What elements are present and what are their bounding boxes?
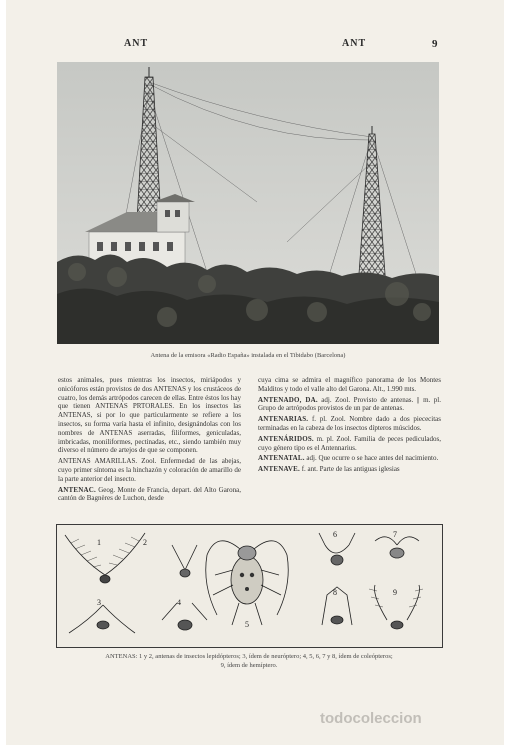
figure-number-1: 1 (97, 538, 101, 547)
entry-headword: ANTENATAL. (258, 454, 305, 463)
entry-text: adj. Que ocurre o se hace antes del nacimiento. (304, 454, 439, 463)
left-column (58, 376, 241, 505)
entry-text: m. pl. Zool. Familia de peces pediculados, cuyo género tipo es el Antennarius. (258, 434, 441, 452)
entry-text: f. pl. Zool. Nombre dado a dos piececitas terminadas en la cabeza de los insectos dípteros múscidos. (258, 415, 441, 432)
plate-caption-line-2: 9, ídem de hemíptero. (220, 661, 278, 669)
entry-headword: ANTENAC. (58, 485, 96, 494)
entry-antenave (258, 465, 441, 474)
running-header-left: ANT (124, 38, 149, 49)
paragraph-continuation: cuya cima se admira el magnífico panorama de los Montes Malditos y todo el valle alto del Garona. Alt., 1.990 mts. (258, 376, 441, 393)
paragraph-antenas: estos animales, pues mientras los insectos, miriápodos y onicóforos están provistos de dos ANTENAS y los crustáceos de cuatro, los demás artrópodos carecen de ellas. Entre éstos los hay que tienen ANTENAS PRTORALES. En los insectos las ANTENAS, si por lo que particularmente se refiere a los insectos, su forma varía hasta el infinito, designándolas con los nombres de ANTENAS aserradas, filiformes, geniculadas, imbricadas, moniliformes, pectinadas, etc., siendo también muy diverso el número de artejos de que se componen. (58, 376, 241, 455)
figure-number-8: 8 (333, 588, 337, 597)
plate-caption-line-1: ANTENAS: 1 y 2, antenas de insectos lepidópteros; 3, ídem de neuróptero; 4, 5, 6, 7 y 8, ídem de coleópteros; (105, 653, 393, 660)
antennae-illustration-plate (56, 524, 443, 648)
plate-caption (56, 653, 442, 670)
right-column (258, 376, 441, 476)
figure-number-2: 2 (143, 538, 147, 547)
paragraph-antenas-amarillas: ANTENAS AMARILLAS. Zool. Enfermedad de las abejas, cuyo primer síntoma es la hinchazón y coloración de amarillo de la parte anterior del insecto. (58, 457, 241, 483)
page-number: 9 (432, 38, 439, 50)
figure-number-9: 9 (393, 588, 397, 597)
photo-caption: Antena de la emisora «Radio España» instalada en el Tibidabo (Barcelona) (150, 352, 346, 359)
entry-text: f. ant. Parte de las antiguas iglesias (299, 465, 400, 474)
figure-number-7: 7 (393, 530, 397, 539)
entry-antenac (58, 486, 241, 504)
entry-antenado (258, 396, 441, 414)
figure-number-6: 6 (333, 530, 337, 539)
radio-antenna-photo (57, 62, 439, 344)
entry-text: Geog. Monte de Francia, depart. del Alto Garona, cantón de Bagnères de Luchon, desde (58, 485, 241, 503)
figure-number-5: 5 (245, 620, 249, 629)
entry-text: adj. Zool. Provisto de antenas. || m. pl. Grupo de artrópodos provistos de un par de antenas. (258, 395, 441, 413)
entry-headword: ANTENADO, DA. (258, 395, 318, 404)
entry-antenaridos (258, 435, 441, 453)
running-header-right: ANT (342, 38, 367, 49)
watermark: todocoleccion (320, 710, 422, 727)
figure-number-4: 4 (177, 598, 181, 607)
entry-headword: ANTENAVE. (258, 465, 300, 474)
figure-number-3: 3 (97, 598, 101, 607)
entry-headword: ANTENÁRIDOS. (258, 434, 314, 443)
entry-antenarias (258, 415, 441, 433)
entry-antenatal (258, 454, 441, 463)
entry-headword: ANTENARIAS. (258, 415, 309, 424)
